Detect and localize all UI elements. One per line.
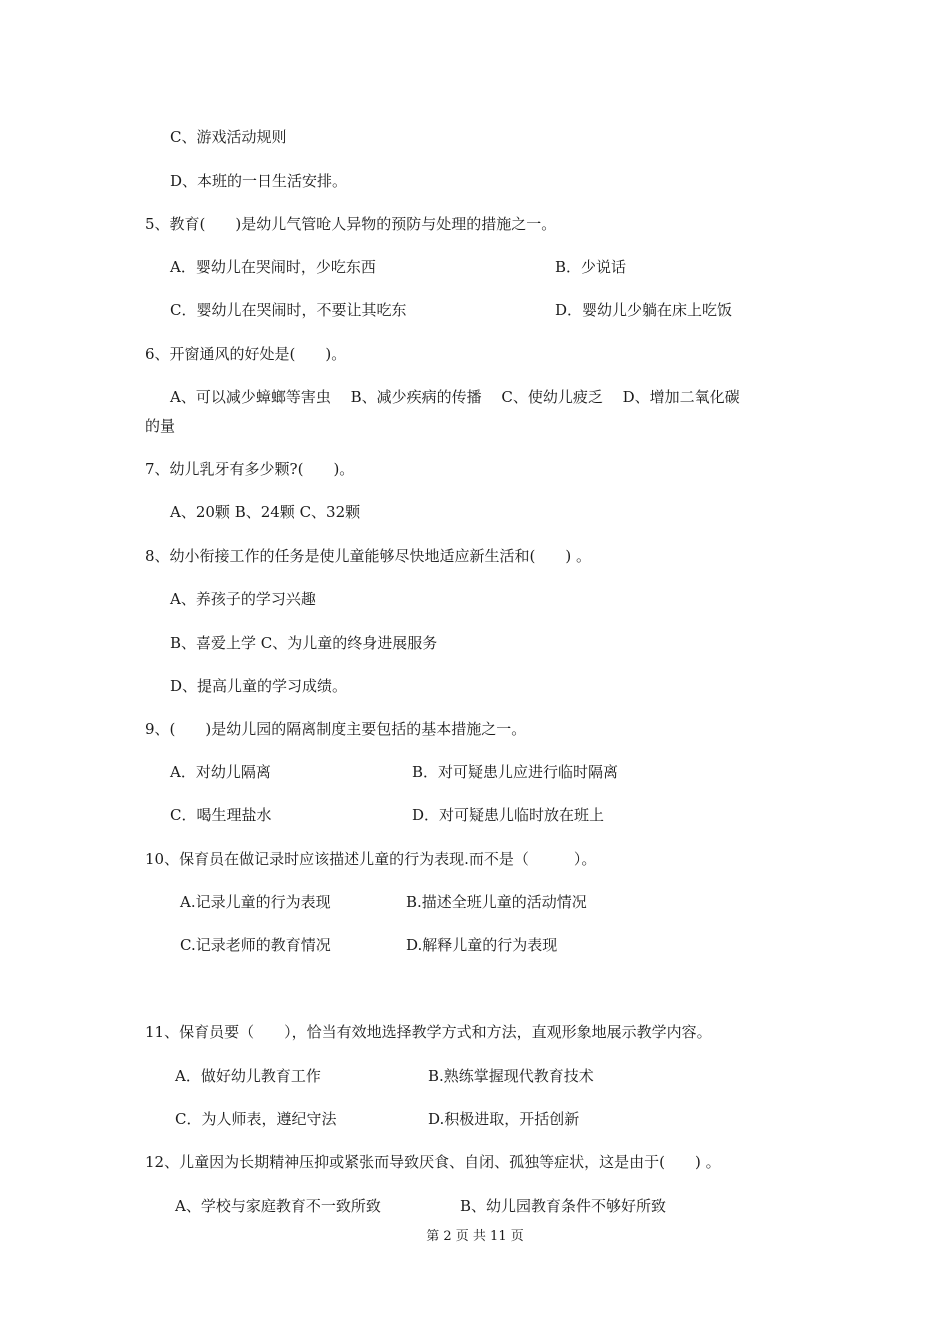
- q4-option-c: C、游戏活动规则: [170, 128, 287, 146]
- q9-option-a: A．对幼儿隔离: [170, 763, 271, 781]
- q6-options-line1: A、可以减少蟑螂等害虫 B、减少疾病的传播 C、使幼儿疲乏 D、增加二氧化碳: [170, 388, 740, 406]
- page-number-footer: 第 2 页 共 11 页: [426, 1229, 524, 1244]
- q5-option-d: D．婴幼儿少躺在床上吃饭: [555, 301, 733, 319]
- q4-option-d: D、本班的一日生活安排。: [170, 172, 348, 190]
- q8-option-a: A、养孩子的学习兴趣: [170, 590, 316, 608]
- q9-stem: 9、( )是幼儿园的隔离制度主要包括的基本措施之一。: [145, 720, 527, 738]
- q12-option-a: A、学校与家庭教育不一致所致: [175, 1197, 381, 1215]
- q12-option-b: B、幼儿园教育条件不够好所致: [460, 1197, 667, 1215]
- q11-option-d: D.积极进取，开括创新: [428, 1110, 580, 1128]
- q7-stem: 7、幼儿乳牙有多少颗?( )。: [145, 460, 355, 478]
- q12-stem: 12、儿童因为长期精神压抑或紧张而导致厌食、自闭、孤独等症状，这是由于( ) 。: [145, 1153, 721, 1171]
- q6-options-line2: 的量: [145, 417, 176, 435]
- q10-option-c: C.记录老师的教育情况: [180, 936, 331, 954]
- q8-option-d: D、提高儿童的学习成绩。: [170, 677, 348, 695]
- q9-option-d: D．对可疑患儿临时放在班上: [412, 806, 605, 824]
- q11-option-a: A．做好幼儿教育工作: [175, 1067, 321, 1085]
- q6-stem: 6、开窗通风的好处是( )。: [145, 345, 347, 363]
- q5-option-a: A．婴幼儿在哭闹时，少吃东西: [170, 258, 376, 276]
- q10-option-a: A.记录儿童的行为表现: [180, 893, 331, 911]
- q11-stem: 11、保育员要（ ），恰当有效地选择教学方式和方法，直观形象地展示教学内容。: [145, 1023, 712, 1041]
- q5-stem: 5、教育( )是幼儿气管呛人异物的预防与处理的措施之一。: [145, 215, 557, 233]
- q5-option-b: B．少说话: [555, 258, 627, 276]
- q7-options: A、20颗 B、24颗 C、32颗: [170, 503, 361, 521]
- q10-option-b: B.描述全班儿童的活动情况: [406, 893, 587, 911]
- q9-option-b: B．对可疑患儿应进行临时隔离: [412, 763, 619, 781]
- q11-option-c: C．为人师表，遵纪守法: [175, 1110, 337, 1128]
- q8-stem: 8、幼小衔接工作的任务是使儿童能够尽快地适应新生活和( ) 。: [145, 547, 592, 565]
- q11-option-b: B.熟练掌握现代教育技术: [428, 1067, 594, 1085]
- q10-stem: 10、保育员在做记录时应该描述儿童的行为表现.而不是（ ）。: [145, 850, 597, 868]
- q9-option-c: C．喝生理盐水: [170, 806, 272, 824]
- q10-option-d: D.解释儿童的行为表现: [406, 936, 558, 954]
- q8-option-bc: B、喜爱上学 C、为儿童的终身进展服务: [170, 634, 438, 652]
- q5-option-c: C．婴幼儿在哭闹时，不要让其吃东: [170, 301, 407, 319]
